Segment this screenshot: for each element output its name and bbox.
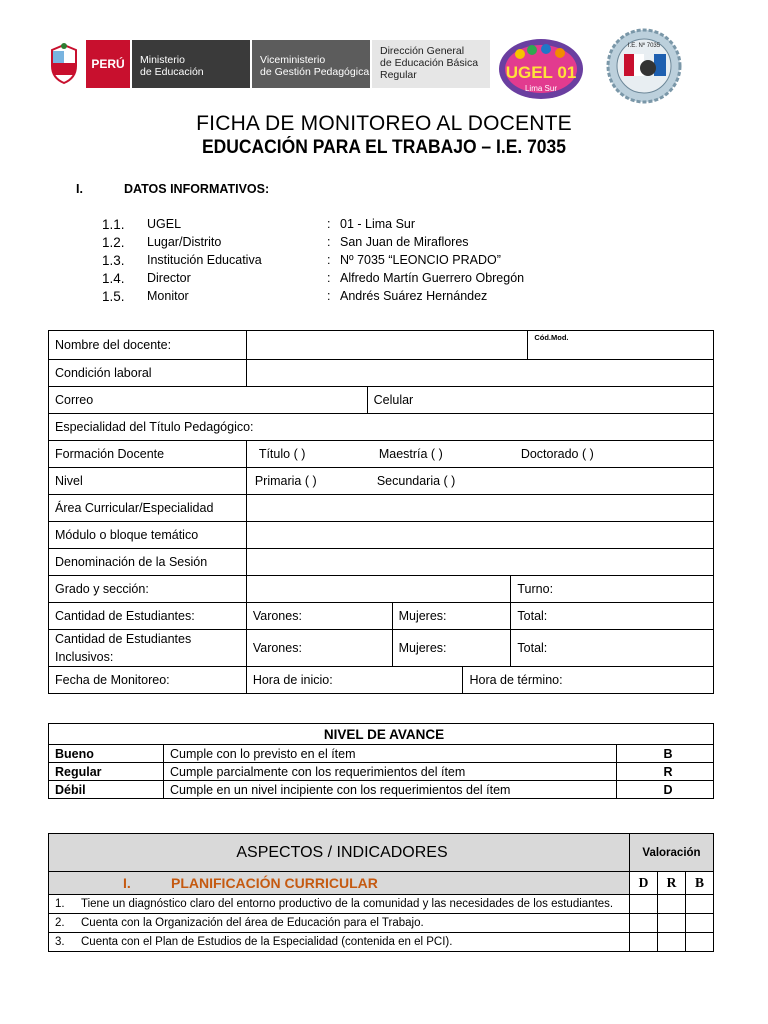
rating-d-cell[interactable] <box>630 933 658 952</box>
table-row: Regular Cumple parcialmente con los requerimientos del ítem R <box>49 763 714 781</box>
info-row: 1.2. Lugar/Distrito : San Juan de Miraflores <box>102 234 469 250</box>
hora-inicio-field[interactable]: Hora de inicio: <box>246 667 463 694</box>
col-b: B <box>686 872 714 895</box>
svg-text:I.E. Nº 7035: I.E. Nº 7035 <box>627 43 661 49</box>
page-title: FICHA DE MONITOREO AL DOCENTE <box>196 112 572 135</box>
nombre-docente-field[interactable] <box>246 331 528 360</box>
rating-b-cell[interactable] <box>686 914 714 933</box>
ministry-name: Ministerio de Educación <box>132 40 250 88</box>
label-condicion: Condición laboral <box>49 360 247 387</box>
nivel-avance-title: NIVEL DE AVANCE <box>49 724 714 745</box>
valoracion-header: Valoración <box>630 834 714 872</box>
rating-r-cell[interactable] <box>658 895 686 914</box>
info-row: 1.4. Director : Alfredo Martín Guerrero Obregón <box>102 270 525 286</box>
label-modulo: Módulo o bloque temático <box>49 522 247 549</box>
label-fecha: Fecha de Monitoreo: <box>49 667 247 694</box>
ugel-logo-icon <box>498 38 584 100</box>
page-subtitle: EDUCACIÓN PARA EL TRABAJO – I.E. 7035 <box>202 137 566 158</box>
mujeres-inclusivos-field[interactable]: Mujeres: <box>392 630 511 667</box>
table-row: 1. Tiene un diagnóstico claro del entorno productivo de la comunidad y las necesidades de los estudiantes. <box>49 895 714 914</box>
teacher-data-table <box>48 330 714 694</box>
section-planificacion: I. PLANIFICACIÓN CURRICULAR <box>49 872 630 895</box>
info-list <box>102 215 524 305</box>
rating-d-cell[interactable] <box>630 895 658 914</box>
rating-b-cell[interactable] <box>686 895 714 914</box>
maestria-option[interactable]: Maestría ( ) <box>378 447 443 461</box>
direction-name: Dirección General de Educación Básica Regular <box>372 40 490 88</box>
grado-field[interactable] <box>246 576 511 603</box>
primaria-option[interactable]: Primaria ( ) <box>254 474 317 488</box>
nivel-avance-table <box>48 723 714 799</box>
vice-ministry-name: Viceministerio de Gestión Pedagógica <box>252 40 370 88</box>
label-cantidad: Cantidad de Estudiantes: <box>49 603 247 630</box>
ministry-header <box>46 40 490 88</box>
peru-label: PERÚ <box>86 40 130 88</box>
label-formacion: Formación Docente <box>49 441 247 468</box>
nivel-options[interactable] <box>246 468 713 495</box>
label-inclusivos: Cantidad de Estudiantes Inclusivos: <box>49 630 247 667</box>
peru-coat-of-arms-icon <box>46 40 82 88</box>
table-row: 3. Cuenta con el Plan de Estudios de la Especialidad (contenida en el PCI). <box>49 933 714 952</box>
label-area: Área Curricular/Especialidad <box>49 495 247 522</box>
modulo-field[interactable] <box>246 522 713 549</box>
label-celular[interactable]: Celular <box>367 387 713 414</box>
rating-r-cell[interactable] <box>658 914 686 933</box>
secundaria-option[interactable]: Secundaria ( ) <box>376 474 456 488</box>
rating-b-cell[interactable] <box>686 933 714 952</box>
total-field[interactable]: Total: <box>511 603 714 630</box>
table-row: Bueno Cumple con lo previsto en el ítem B <box>49 745 714 763</box>
area-field[interactable] <box>246 495 713 522</box>
denominacion-field[interactable] <box>246 549 713 576</box>
info-row: 1.1. UGEL : 01 - Lima Sur <box>102 216 416 232</box>
info-row: 1.5. Monitor : Andrés Suárez Hernández <box>102 288 488 304</box>
varones-field[interactable]: Varones: <box>246 603 392 630</box>
label-especialidad[interactable]: Especialidad del Título Pedagógico: <box>49 414 714 441</box>
svg-text:Lima Sur: Lima Sur <box>524 84 558 93</box>
mujeres-field[interactable]: Mujeres: <box>392 603 511 630</box>
label-cod-mod[interactable]: Cód.Mod. <box>528 331 714 360</box>
rating-r-cell[interactable] <box>658 933 686 952</box>
rating-d-cell[interactable] <box>630 914 658 933</box>
doctorado-option[interactable]: Doctorado ( ) <box>520 447 594 461</box>
label-correo[interactable]: Correo <box>49 387 368 414</box>
label-grado: Grado y sección: <box>49 576 247 603</box>
school-seal-icon <box>600 28 688 104</box>
condicion-field[interactable] <box>246 360 713 387</box>
total-inclusivos-field[interactable]: Total: <box>511 630 714 667</box>
col-d: D <box>630 872 658 895</box>
label-nombre-docente: Nombre del docente: <box>49 331 247 360</box>
varones-inclusivos-field[interactable]: Varones: <box>246 630 392 667</box>
col-r: R <box>658 872 686 895</box>
section-heading-datos: I. DATOS INFORMATIVOS: <box>76 182 270 196</box>
svg-text:UGEL 01: UGEL 01 <box>505 63 577 82</box>
table-row: 2. Cuenta con la Organización del área de Educación para el Trabajo. <box>49 914 714 933</box>
label-denominacion: Denominación de la Sesión <box>49 549 247 576</box>
titulo-option[interactable]: Título ( ) <box>258 447 306 461</box>
aspectos-title: ASPECTOS / INDICADORES <box>49 834 630 872</box>
table-row: Débil Cumple en un nivel incipiente con los requerimientos del ítem D <box>49 781 714 799</box>
label-nivel: Nivel <box>49 468 247 495</box>
aspectos-table <box>48 833 714 952</box>
hora-termino-field[interactable]: Hora de término: <box>463 667 714 694</box>
formacion-options[interactable] <box>246 441 713 468</box>
info-row: 1.3. Institución Educativa : Nº 7035 “LEONCIO PRADO” <box>102 252 501 268</box>
label-turno[interactable]: Turno: <box>511 576 714 603</box>
